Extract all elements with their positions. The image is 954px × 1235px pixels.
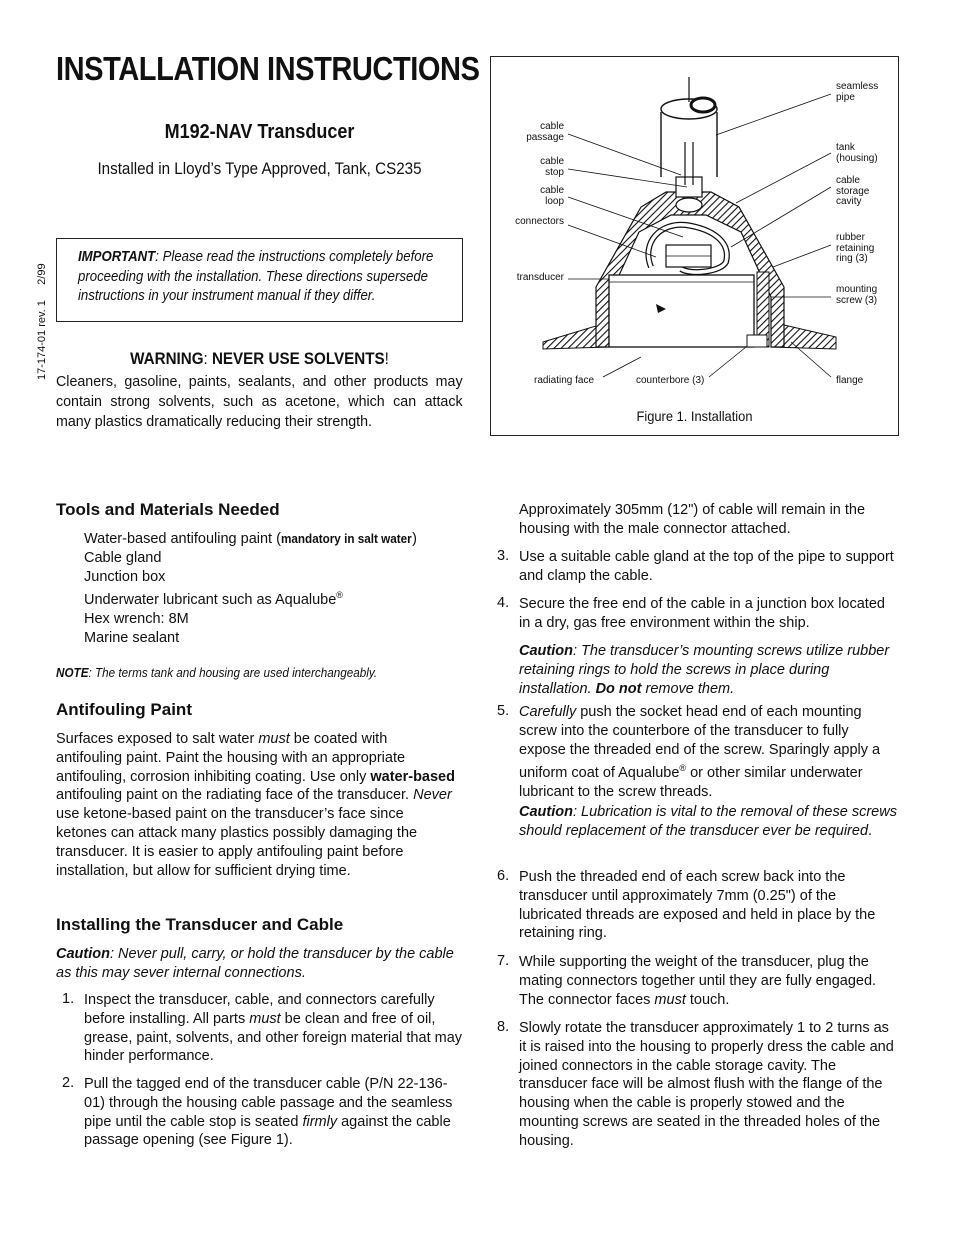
caution-2-bold: Do not	[595, 680, 642, 697]
step-7-a: While supporting the weight of the transducer, plug the mating connectors together until they are fully engaged. The connector faces	[519, 954, 877, 1008]
step-7-b: touch.	[685, 991, 730, 1008]
label-flange	[836, 376, 863, 387]
label-seamless-pipe	[836, 82, 878, 103]
step-6-number: 6.	[497, 868, 510, 884]
step-2-number: 2.	[62, 1075, 75, 1091]
caution-2-b: remove them.	[641, 680, 735, 697]
caution-screws	[519, 642, 899, 698]
label-tank	[836, 143, 878, 164]
step-1-a: Inspect the transducer, cable, and connectors carefully before installing. All parts	[84, 992, 435, 1027]
label-cable-passage-text: cable passage	[526, 121, 564, 143]
caution-label: Caution	[56, 946, 110, 962]
step-3-number: 3.	[497, 548, 510, 564]
tools-heading: Tools and Materials Needed	[56, 500, 280, 519]
product-subtitle: M192-NAV Transducer	[164, 121, 355, 143]
label-cable-passage	[500, 122, 564, 143]
step-5-registered-mark: ®	[679, 763, 687, 774]
step-7-em: must	[654, 991, 686, 1008]
label-cable-storage	[836, 176, 869, 208]
document-code-text: 17-174-01 rev. 1 2/99	[36, 263, 48, 380]
step-5-b: or other similar underwater lubricant to the screw threads.	[519, 765, 863, 801]
antifouling-p4: use ketone-based paint on the transducer’s face since ketones can attack many plastics possibly damaging the transducer. It is easier to apply antifouling paint before installation, but allow for sufficient drying time.	[56, 806, 418, 879]
label-transducer	[490, 273, 564, 284]
label-radiating-face-text: radiating face	[534, 375, 595, 386]
tools-note	[56, 665, 377, 680]
warning-head-text: NEVER USE SOLVENTS	[211, 350, 385, 368]
label-cable-stop	[500, 157, 564, 178]
important-label: IMPORTANT	[78, 248, 156, 265]
antifouling-heading: Antifouling Paint	[56, 700, 192, 719]
caution-lubrication	[519, 803, 899, 841]
step-2-continued: Approximately 305mm (12") of cable will remain in the housing with the male connector attached.	[519, 502, 866, 537]
antifouling-p2: be coated with antifouling paint. Paint the housing with an appropriate antifouling, corrosion inhibiting coating. Use only	[56, 731, 406, 785]
step-4: Secure the free end of the cable in a junction box located in a dry, gas free environment within the ship.	[519, 596, 885, 631]
label-cable-loop	[500, 186, 564, 207]
step-7	[519, 953, 897, 1009]
document-code	[36, 263, 48, 380]
transducer-body	[609, 275, 754, 347]
warning-bang: !	[384, 350, 389, 368]
antifouling-paragraph	[56, 730, 456, 880]
tools-item-paint-bold: mandatory in salt water	[280, 531, 412, 546]
tools-item-paint-post: )	[412, 531, 417, 547]
installing-heading: Installing the Transducer and Cable	[56, 915, 344, 934]
antifouling-p2-bold: water-based	[370, 768, 455, 785]
label-counterbore-text: counterbore (3)	[636, 375, 705, 386]
step-5	[519, 703, 899, 802]
tools-item-junction: Junction box	[84, 568, 166, 585]
step-5-number: 5.	[497, 703, 510, 719]
important-notice	[78, 247, 456, 306]
label-tank-text: tank (housing)	[836, 142, 878, 164]
tools-item-lubricant	[84, 586, 417, 610]
step-6: Push the threaded end of each screw back into the transducer until approximately 7mm (0.25") of the lubricated threads are exposed and held in place by the retaining ring.	[519, 869, 876, 942]
step-2	[84, 1075, 462, 1150]
label-mounting-screw	[836, 285, 877, 306]
step-5-em: Carefully	[519, 704, 577, 720]
tools-item-lubricant-text: Underwater lubricant such as Aqualube	[84, 592, 337, 609]
step-2-em: firmly	[302, 1113, 338, 1130]
seamless-pipe	[661, 112, 717, 177]
step-4-number: 4.	[497, 595, 510, 611]
installed-line: Installed in Lloyd’s Type Approved, Tank, CS235	[97, 160, 422, 178]
warning-label: WARNING	[130, 350, 204, 368]
label-connectors-text: connectors	[515, 216, 564, 227]
note-text: : The terms tank and housing are used interchangeably.	[88, 665, 378, 680]
tools-item-gland: Cable gland	[84, 549, 162, 566]
antifouling-p1: Surfaces exposed to salt water	[56, 731, 259, 747]
label-radiating-face	[534, 376, 594, 387]
step-1	[84, 991, 462, 1066]
label-rubber-ring	[836, 233, 874, 265]
caution-text: : Never pull, carry, or hold the transducer by the cable as this may sever internal connections.	[56, 946, 454, 981]
label-mounting-screw-text: mounting screw (3)	[836, 284, 878, 306]
tools-item-paint-pre: Water-based antifouling paint (	[84, 531, 281, 547]
label-cable-loop-text: cable loop	[540, 185, 564, 207]
label-transducer-text: transducer	[516, 272, 564, 283]
step-5-a: push the socket head end of each mounting screw into the counterbore of the transducer to fully expose the threaded end of the screw. Sparingly apply a uniform coat of Aqualube	[519, 704, 881, 782]
warning-body: Cleaners, gasoline, paints, sealants, and other products may contain strong solvents, such as acetone, which can attack many plastics dramatically reducing their strength.	[56, 373, 463, 430]
tools-item-sealant: Marine sealant	[84, 629, 180, 646]
caution-3-label: Caution	[519, 804, 573, 820]
step-3: Use a suitable cable gland at the top of the pipe to support and clamp the cable.	[519, 549, 894, 584]
label-seamless-pipe-text: seamless pipe	[836, 81, 879, 103]
warning-colon: :	[203, 350, 212, 368]
tools-item-wrench: Hex wrench: 8M	[84, 611, 189, 628]
caution-3-end: .	[868, 822, 873, 839]
tools-item-paint	[84, 530, 417, 549]
label-rubber-ring-text: rubber retaining ring (3)	[836, 232, 875, 264]
step-2-b: against the cable passage opening (see Figure 1).	[84, 1113, 451, 1149]
tools-list	[84, 530, 417, 648]
step-1-em: must	[249, 1010, 281, 1027]
caution-3-text: : Lubrication is vital to the removal of these screws should replacement of the transducer ever be required	[519, 804, 897, 839]
antifouling-p3: antifouling paint on the radiating face of the transducer.	[56, 787, 414, 804]
step-2-a: Pull the tagged end of the transducer cable (P/N 22-136-01) through the housing cable passage and the seamless pipe until the cable stop is seated	[84, 1076, 453, 1130]
label-connectors	[490, 217, 564, 228]
step-1-b: be clean and free of oil, grease, paint, solvents, and other foreign material that may hinder performance.	[84, 1010, 463, 1065]
caution-2-label: Caution	[519, 643, 573, 659]
antifouling-p3-em: Never	[413, 787, 452, 804]
page-title: INSTALLATION INSTRUCTIONS	[56, 50, 480, 87]
label-cable-storage-text: cable storage cavity	[836, 175, 870, 207]
installing-caution	[56, 945, 461, 983]
label-flange-text: flange	[836, 375, 864, 386]
important-body: : Please read the instructions completely before proceeding with the installation. These directions supersede instructions in your instrument manual if they differ.	[78, 248, 434, 304]
antifouling-p1-em: must	[258, 731, 290, 747]
step-1-number: 1.	[62, 991, 75, 1007]
registered-mark: ®	[336, 590, 343, 601]
cable-stop	[676, 177, 702, 197]
step-8-number: 8.	[497, 1019, 510, 1035]
step-7-number: 7.	[497, 953, 510, 969]
warning-heading	[72, 350, 446, 369]
caution-2-a: : The transducer’s mounting screws utilize rubber retaining rings to hold the screws in place during installation.	[519, 643, 890, 697]
note-label: NOTE	[56, 665, 89, 680]
label-cable-stop-text: cable stop	[540, 156, 564, 178]
step-8: Slowly rotate the transducer approximately 1 to 2 turns as it is raised into the housing to properly dress the cable and joined connectors in the cable storage cavity. The transducer face will be almost flush with the flange of the housing when the cable is properly stowed and the mounting screws are seated in the threaded holes of the housing.	[519, 1020, 894, 1149]
label-counterbore	[636, 376, 704, 387]
figure-caption: Figure 1. Installation	[636, 408, 753, 424]
